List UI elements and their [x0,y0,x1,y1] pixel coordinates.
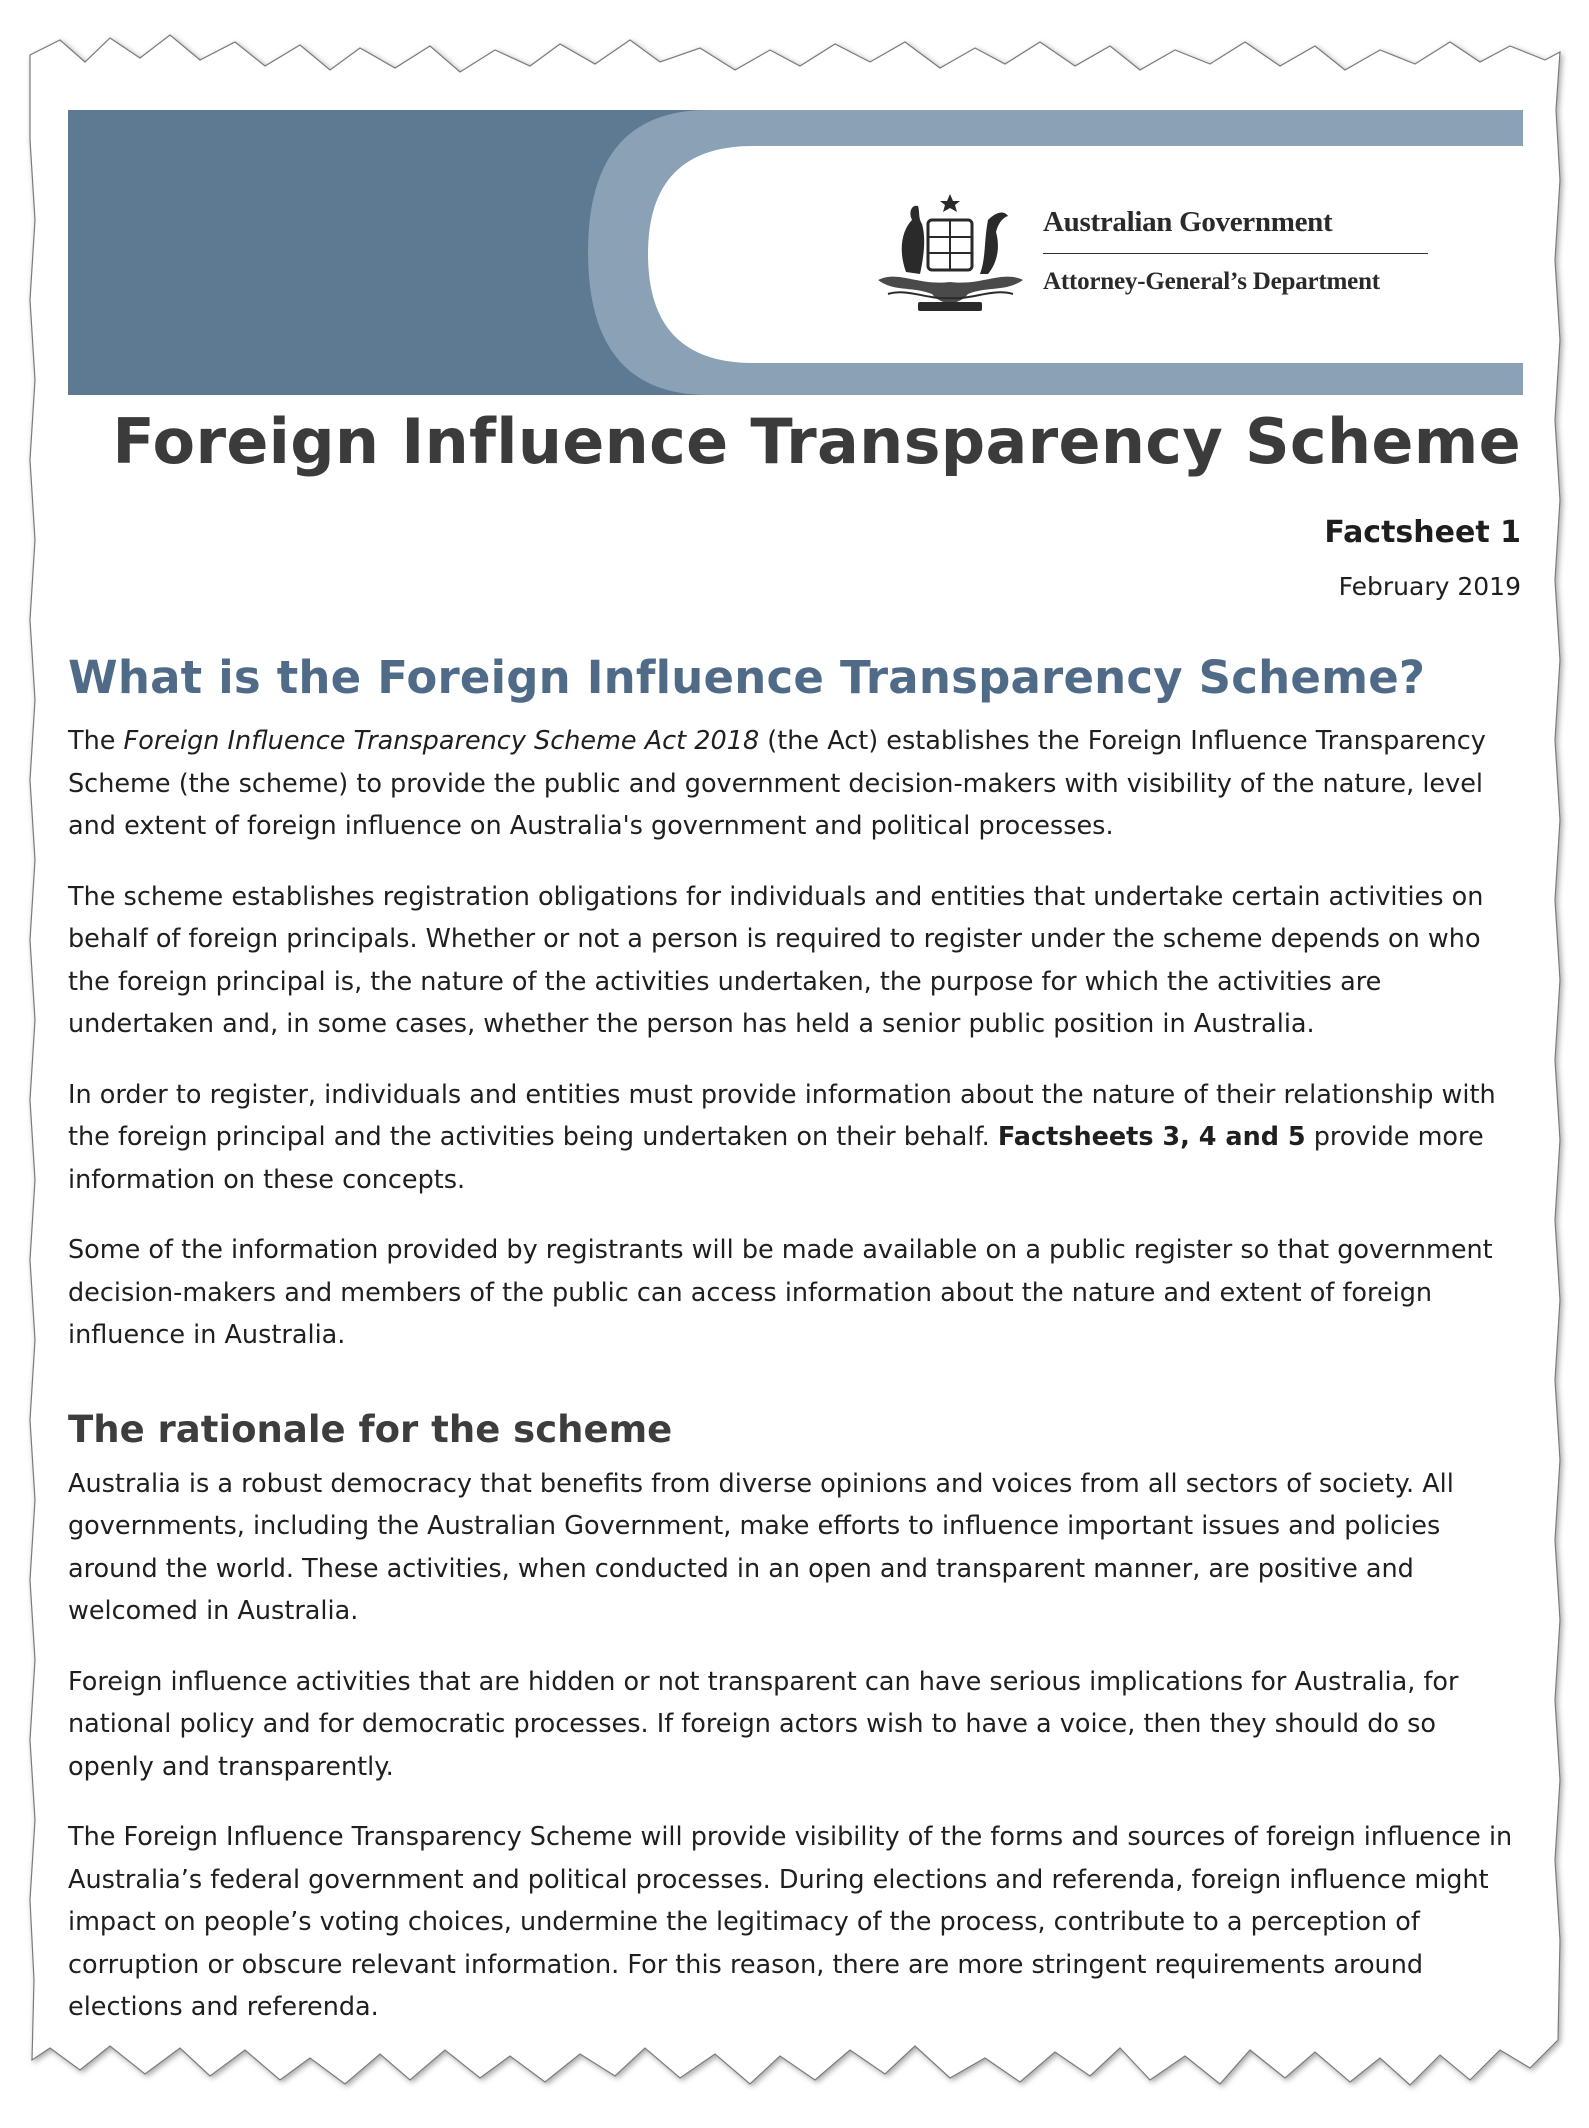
act-title: Foreign Influence Transparency Scheme Act 2018 [123,726,760,756]
paragraph-how-to-register [68,1074,1523,1202]
paragraph-visibility-elections: The Foreign Influence Transparency Scheme will provide visibility of the forms and sources of foreign influence in Australia’s federal government and political processes. During elections and referenda, foreign influence might impact on people’s voting choices, undermine the legitimacy of the process, contribute to a perception of corruption or obscure relevant information. For this reason, there are more stringent requirements around elections and referenda. [68,1822,1513,2022]
government-branding [868,190,1428,320]
paragraph-hidden-influence: Foreign influence activities that are hidden or not transparent can have serious implications for Australia, for national policy and for democratic processes. If foreign actors wish to have a voice, then they should do so openly and transparently. [68,1666,1459,1782]
department-name: Attorney-General’s Department [1043,268,1380,295]
body-content [68,650,1523,2029]
factsheet-number: Factsheet 1 [1324,515,1521,550]
text-run: The [68,726,124,756]
section-heading-rationale: The rationale for the scheme [68,1407,673,1451]
paragraph-public-register: Some of the information provided by registrants will be made available on a public register so that government decision-makers and members of the public can access information about the nature and extent of foreign influence in Australia. [68,1235,1493,1350]
paragraph-act-intro [68,720,1523,848]
section-heading-what-is: What is the Foreign Influence Transparency Scheme? [68,651,1426,704]
paragraph-registration-obligations: The scheme establishes registration obligations for individuals and entities that undertake certain activities on behalf of foreign principals. Whether or not a person is required to register under the scheme depends on who the foreign principal is, the nature of the activities undertaken, the purpose for which the activities are undertaken and, in some cases, whether the person has held a senior public position in Australia. [68,881,1484,1039]
text-run: In order to register, individuals and entities must provide information about the nature of their relationship with the foreign principal and the activities being undertaken on their behalf. [68,1079,1496,1152]
government-name: Australian Government [1043,206,1428,254]
document-title: Foreign Influence Transparency Scheme [112,405,1521,478]
factsheet-reference: Factsheets 3, 4 and 5 [997,1122,1306,1152]
coat-of-arms-icon [868,190,1033,320]
text-run: (the Act) establishes the Foreign Influence Transparency Scheme (the scheme) to provide the public and government decision-makers with visibility of the nature, level and extent of foreign influence on Australia's government and political processes. [68,726,1486,841]
factsheet-page [68,110,1523,2030]
paragraph-robust-democracy: Australia is a robust democracy that benefits from diverse opinions and voices from all sectors of society. All governments, including the Australian Government, make efforts to influence important issues and policies around the world. These activities, when conducted in an open and transparent manner, are positive and welcomed in Australia. [68,1468,1454,1626]
publication-date: February 2019 [1338,572,1521,601]
text-run: provide more information on these concepts. [68,1122,1484,1195]
